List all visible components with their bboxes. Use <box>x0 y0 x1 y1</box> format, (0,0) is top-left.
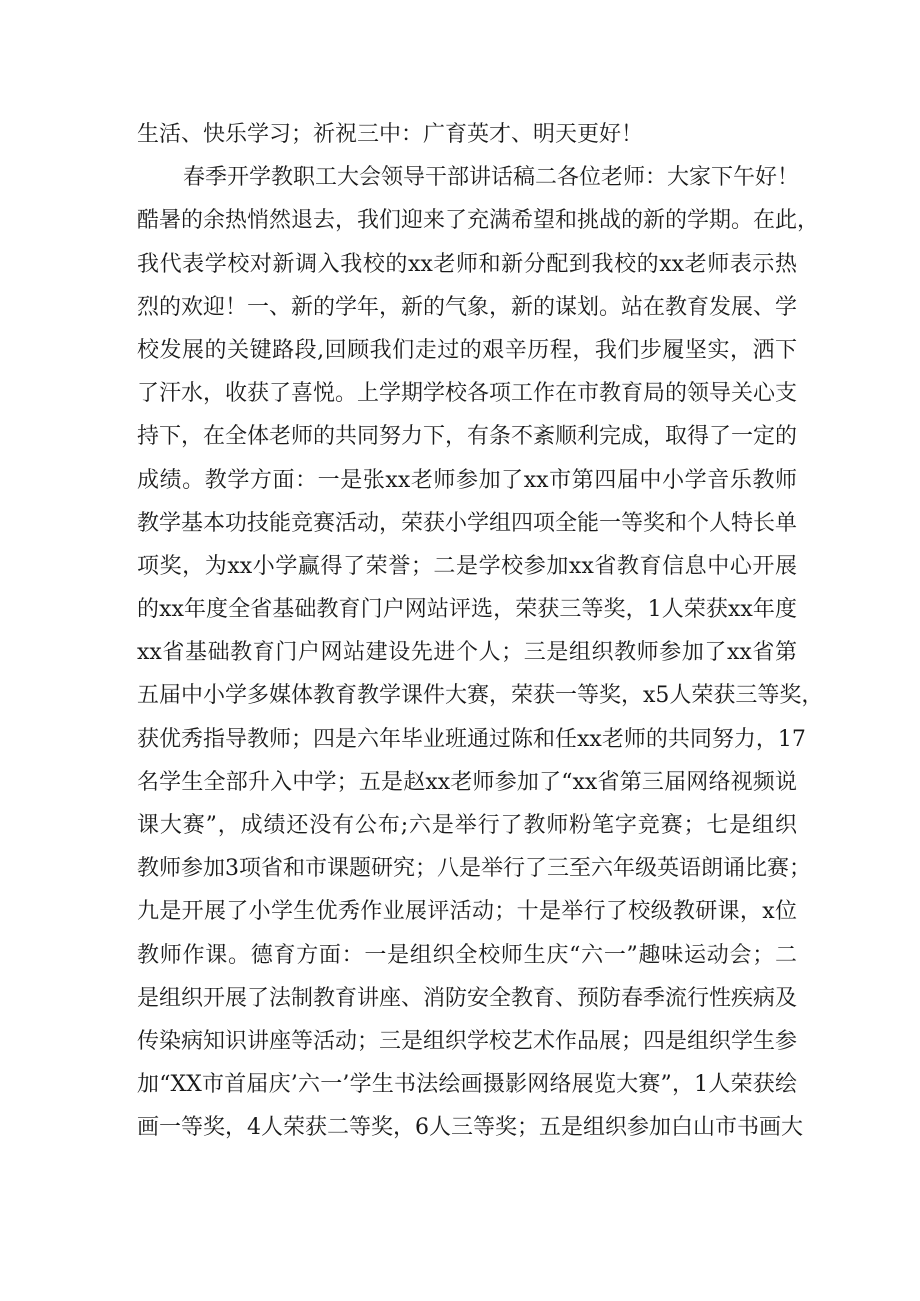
text-line: 教师作课。德育方面：一是组织全校师生庆“六一”趣味运动会；二 <box>137 942 797 968</box>
text-line: 教学基本功技能竞赛活动，荣获小学组四项全能一等奖和个人特长单 <box>137 510 798 536</box>
text-line: 名学生全部升入中学；五是赵xx老师参加了“xx省第三届网络视频说 <box>137 769 797 795</box>
text-line: 校发展的关键路段,回顾我们走过的艰辛历程，我们步履坚实，洒下 <box>137 337 797 363</box>
text-line: 五届中小学多媒体教育教学课件大赛，荣获一等奖，x5人荣获三等奖， <box>137 683 824 709</box>
text-line: 传染病知识讲座等活动；三是组织学校艺术作品展；四是组织学生参 <box>137 1028 798 1054</box>
text-line: 持下，在全体老师的共同努力下，有条不紊顺利完成，取得了一定的 <box>137 424 798 450</box>
text-line: 项奖，为xx小学赢得了荣誉；二是学校参加xx省教育信息中心开展 <box>137 553 797 579</box>
text-line: 获优秀指导教师；四是六年毕业班通过陈和任xx老师的共同努力，17 <box>137 726 806 752</box>
text-line: 是组织开展了法制教育讲座、消防安全教育、预防春季流行性疾病及 <box>137 985 798 1011</box>
text-line: 教师参加3项省和市课题研究；八是举行了三至六年级英语朗诵比赛； <box>137 856 811 882</box>
text-line: 画一等奖，4人荣获二等奖，6人三等奖；五是组织参加白山市书画大 <box>137 1115 803 1141</box>
text-line: 生活、快乐学习；祈祝三中：广育英才、明天更好！ <box>137 122 644 147</box>
text-line: 九是开展了小学生优秀作业展评活动；十是举行了校级教研课，x位 <box>137 899 797 925</box>
text-line: 酷暑的余热悄然退去，我们迎来了充满希望和挑战的新的学期。在此， <box>137 208 820 234</box>
document-body <box>137 113 824 1150</box>
text-line: 了汗水，收获了喜悦。上学期学校各项工作在市教育局的领导关心支 <box>137 381 798 407</box>
text-line: 我代表学校对新调入我校的xx老师和新分配到我校的xx老师表示热 <box>137 251 797 277</box>
text-line: 成绩。教学方面：一是张xx老师参加了xx市第四届中小学音乐教师 <box>137 467 797 493</box>
text-line: xx省基础教育门户网站建设先进个人；三是组织教师参加了xx省第 <box>137 640 797 666</box>
text-line: 春季开学教职工大会领导干部讲话稿二各位老师：大家下午好！ <box>183 165 800 191</box>
text-line: 加“XX市首届庆’六一’学生书法绘画摄影网络展览大赛”，1人荣获绘 <box>137 1072 797 1098</box>
text-line: 课大赛”，成绩还没有公布;六是举行了教师粉笔字竞赛；七是组织 <box>137 813 797 838</box>
text-line: 烈的欢迎！一、新的学年，新的气象，新的谋划。站在教育发展、学 <box>137 294 798 320</box>
text-line: 的xx年度全省基础教育门户网站评选，荣获三等奖，1人荣获xx年度 <box>137 597 797 623</box>
